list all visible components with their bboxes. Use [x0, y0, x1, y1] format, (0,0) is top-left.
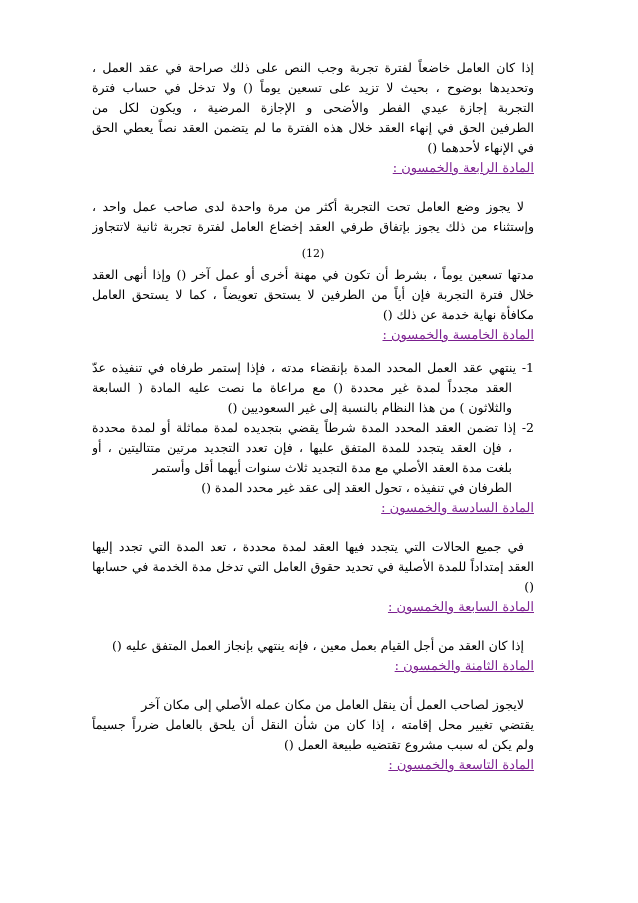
paragraph-line: في الإنهاء لأحدهما () [427, 140, 534, 155]
article-heading-55: المادة الخامسة والخمسون : [382, 328, 534, 343]
paragraph-line: () [524, 579, 534, 594]
article-57-body [92, 636, 534, 656]
article-54-intro [92, 58, 534, 158]
paragraph-line: العقد مجدداً لمدة غير محددة () مع مراعاة ما نصت عليه المادة ( السابعة [92, 380, 512, 395]
paragraph-line: مكافأة نهاية خدمة عن ذلك () [382, 307, 534, 322]
paragraph-line: إذا كان العامل خاضعاً لفترة تجربة وجب النص على ذلك صراحة في عقد العمل ، [92, 60, 534, 75]
article-54-body [92, 197, 534, 237]
paragraph-line: الطرفان في تنفيذه ، تحول العقد إلى عقد غير محدد المدة () [201, 480, 512, 495]
paragraph-line: العقد إمتداداً للمدة الأصلية في تحديد حقوق العامل التي تدخل مدة الخدمة في حسابها [92, 559, 534, 574]
article-heading-57: المادة السابعة والخمسون : [387, 600, 534, 615]
paragraph-line: في جميع الحالات التي يتجدد فيها العقد لمدة محددة ، تعد المدة التي تجدد إليها [92, 539, 524, 554]
paragraph-line: وإستثناء من ذلك يجوز بإتفاق طرفي العقد إخضاع العامل لفترة تجربة ثانية لاتتجاوز [92, 219, 534, 234]
paragraph-line: ، فإن العقد يتجدد للمدة المتفق عليها ، فإن تعدد التجديد مرتين متتاليتين ، أو [92, 440, 512, 455]
article-54-body-continued [92, 265, 534, 325]
paragraph-line: وتحديدها بوضوح ، بحيث لا تزيد على تسعين يوماً () ولا تدخل في حساب فترة [92, 80, 534, 95]
article-58-body [92, 695, 534, 755]
article-55-body [92, 358, 534, 498]
paragraph-line: مدتها تسعين يوماً ، بشرط أن تكون في مهنة أخرى أو عمل آخر () وإذا أنهى العقد [92, 267, 534, 282]
paragraph-line: الطرفين الحق في إنهاء العقد خلال هذه الفترة ما لم يتضمن العقد نصاً يعطي الحق [92, 120, 534, 135]
paragraph-line: إذا كان العقد من أجل القيام بعمل معين ، فإنه ينتهي بإنجاز العمل المتفق عليه () [111, 638, 524, 653]
paragraph-line: لا يجوز وضع العامل تحت التجربة أكثر من مرة واحدة لدى صاحب عمل واحد ، [92, 199, 524, 214]
page-number: (12) [301, 247, 325, 260]
paragraph-line: يقتضي تغيير محل إقامته ، إذا كان من شأن النقل أن يلحق بالعامل ضرراً جسيماً [92, 717, 534, 732]
paragraph-line: 2- إذا تضمن العقد المحدد المدة شرطاً يقضي بتجديده لمدة مماثلة أو لمدة محددة [92, 420, 534, 435]
article-heading-59: المادة التاسعة والخمسون : [388, 758, 534, 773]
paragraph-line: بلغت مدة العقد الأصلي مع مدة التجديد ثلاث سنوات أيهما أقل وأستمر [152, 460, 512, 475]
article-heading-58: المادة الثامنة والخمسون : [394, 659, 534, 674]
paragraph-line: لايجوز لصاحب العمل أن ينقل العامل من مكان عمله الأصلي إلى مكان آخر [141, 697, 524, 712]
paragraph-line: 1- ينتهي عقد العمل المحدد المدة بإنقضاء مدته ، فإذا إستمر طرفاه في تنفيذه عدّ [92, 360, 534, 375]
article-heading-54: المادة الرابعة والخمسون : [392, 161, 534, 176]
paragraph-line: التجربة إجازة عيدي الفطر والأضحى و الإجازة المرضية ، ويكون لكل من [92, 100, 534, 115]
paragraph-line: ولم يكن له سبب مشروع تقتضيه طبيعة العمل () [284, 737, 534, 752]
article-heading-56: المادة السادسة والخمسون : [381, 501, 534, 516]
paragraph-line: خلال فترة التجربة فإن أياً من الطرفين لا يستحق تعويضاً ، كما لا يستحق العامل [92, 287, 534, 302]
paragraph-line: والثلاثون ) من هذا النظام بالنسبة إلى غير السعوديين () [227, 400, 512, 415]
article-56-body [92, 537, 534, 597]
